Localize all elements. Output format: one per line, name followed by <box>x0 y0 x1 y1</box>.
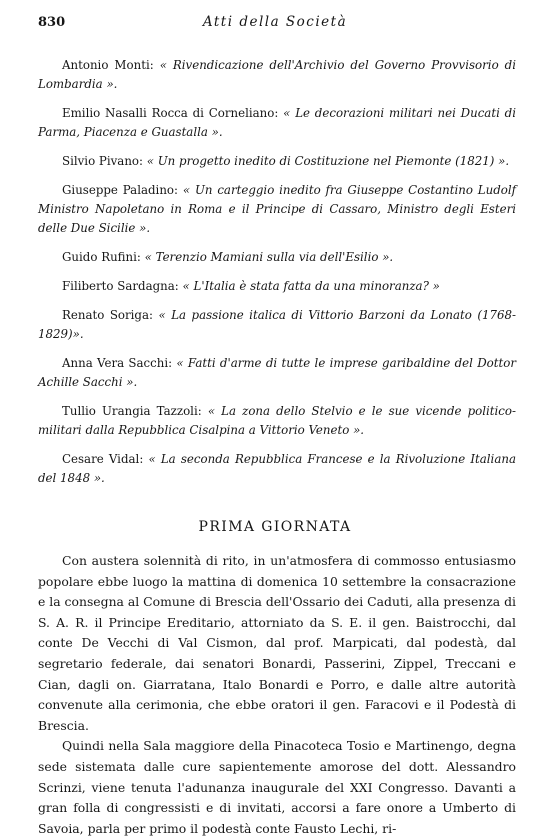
list-item: Emilio Nasalli Rocca di Corneliano: « Le decorazioni militari nei Ducati di Parma, Piacenza e Guastalla ». <box>38 106 516 139</box>
entry-author: Silvio Pivano <box>62 154 140 168</box>
paragraph: Quindi nella Sala maggiore della Pinacoteca Tosio e Martinengo, degna sede sistemata dalle cure sapientemente amorose del dott. Alessandro Scrinzi, viene tenuta l'adunanza inaugurale del XXI Congresso. Davanti a gran folla di congressisti e di invitati, accorsi a fare onore a Umberto di Savoia, parla per primo il podestà conte Fausto Lechi, ri- <box>38 738 516 836</box>
entry-title: « Rivendicazione dell'Archivio del Governo Provvisorio di Lombardia ». <box>38 58 516 91</box>
entry-title: « Le decorazioni militari nei Ducati di Parma, Piacenza e Guastalla ». <box>38 106 516 139</box>
entry-title: « La zona dello Stelvio e le sue vicende politico-militari dalla Repubblica Cisalpina a Vittorio Veneto ». <box>38 404 516 437</box>
entry-author: Anna Vera Sacchi <box>62 356 169 370</box>
list-item: Silvio Pivano: « Un progetto inedito di Costituzione nel Piemonte (1821) ». <box>62 154 510 168</box>
entry-author: Giuseppe Paladino <box>62 183 175 197</box>
list-item: Renato Soriga: « La passione italica di Vittorio Barzoni da Lonato (1768-1829)». <box>38 308 516 341</box>
list-item: Filiberto Sardagna: « L'Italia è stata fatta da una minoranza? » <box>62 279 440 293</box>
body-text <box>38 551 516 839</box>
page-number: 830 <box>38 15 66 30</box>
entry-title: « Fatti d'arme di tutte le imprese garibaldine del Dottor Achille Sacchi ». <box>38 356 516 389</box>
entry-title: « La passione italica di Vittorio Barzoni da Lonato (1768-1829)». <box>38 308 516 341</box>
entry-title: « La seconda Repubblica Francese e la Rivoluzione Italiana del 1848 ». <box>38 452 516 485</box>
entry-title: « Un carteggio inedito fra Giuseppe Costantino Ludolf Ministro Napoletano in Roma e il Principe di Cassaro, Ministro degli Esteri delle Due Sicilie ». <box>38 183 517 235</box>
entry-author: Tullio Urangia Tazzoli <box>62 404 198 418</box>
entry-author: Cesare Vidal <box>62 452 140 466</box>
list-item: Antonio Monti: « Rivendicazione dell'Archivio del Governo Provvisorio di Lombardia ». <box>38 58 516 91</box>
entry-author: Renato Soriga <box>62 308 150 322</box>
entry-title: « Terenzio Mamiani sulla via dell'Esilio ». <box>144 250 394 264</box>
entry-author: Antonio Monti <box>62 58 150 72</box>
paragraph: Con austera solennità di rito, in un'atmosfera di commosso entusiasmo popolare ebbe luogo la mattina di domenica 10 settembre la consacrazione e la consegna al Comune di Brescia dell'Ossario dei Caduti, alla presenza di S. A. R. il Principe Ereditario, attorniato da S. E. il gen. Baistrocchi, dal conte De Vecchi di Val Cismon, dal prof. Marpicati, dal podestà, dal segretario federale, dai senatori Bonardi, Passerini, Zippel, Treccani e Cian, dagli on. Giarratana, Italo Bonardi e Porro, e dalle altre autorità convenute alla cerimonia, che ebbe oratori il gen. Faracovi e il Podestà di Brescia. <box>38 553 517 733</box>
list-item: Anna Vera Sacchi: « Fatti d'arme di tutte le imprese garibaldine del Dottor Achille Sacchi ». <box>38 356 516 389</box>
entry-title: « Un progetto inedito di Costituzione nel Piemonte (1821) ». <box>146 154 510 168</box>
entry-author: Emilio Nasalli Rocca di Corneliano <box>62 106 275 120</box>
entry-author: Filiberto Sardagna <box>62 279 175 293</box>
entry-author: Guido Rufini <box>62 250 137 264</box>
paper-list <box>38 56 516 498</box>
running-head: Atti della Società <box>202 14 348 30</box>
list-item: Cesare Vidal: « La seconda Repubblica Francese e la Rivoluzione Italiana del 1848 ». <box>38 452 516 485</box>
entry-title: « L'Italia è stata fatta da una minoranza? » <box>182 279 440 293</box>
list-item: Tullio Urangia Tazzoli: « La zona dello Stelvio e le sue vicende politico-militari dalla Repubblica Cisalpina a Vittorio Veneto ». <box>38 404 516 437</box>
list-item: Giuseppe Paladino: « Un carteggio inedito fra Giuseppe Costantino Ludolf Ministro Napoletano in Roma e il Principe di Cassaro, Ministro degli Esteri delle Due Sicilie ». <box>38 183 517 235</box>
section-heading: PRIMA GIORNATA <box>198 519 352 535</box>
list-item: Guido Rufini: « Terenzio Mamiani sulla via dell'Esilio ». <box>62 250 394 264</box>
